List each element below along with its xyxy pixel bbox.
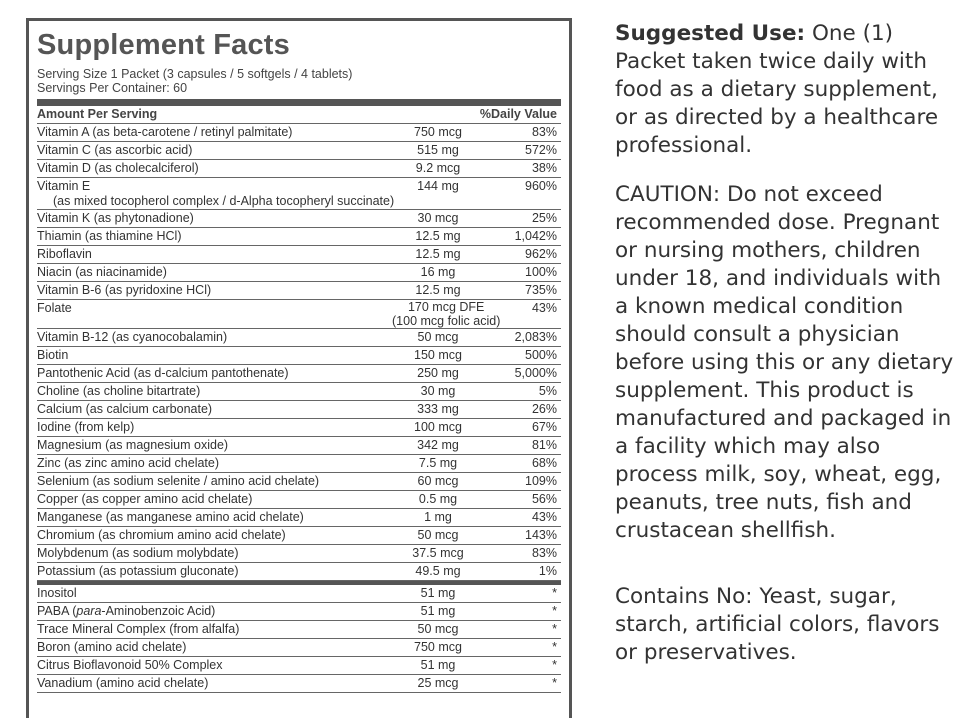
row-amount: 50 mcg — [417, 330, 459, 344]
row-name: Magnesium (as magnesium oxide) — [37, 438, 229, 452]
table-row — [37, 419, 561, 437]
row-amount-line1: 170 mcg DFE — [407, 300, 485, 314]
table-row — [37, 527, 561, 545]
table-row — [37, 545, 561, 563]
row-daily-value: 43% — [531, 301, 557, 315]
row-name: Folate — [37, 301, 72, 315]
table-row — [37, 473, 561, 491]
row-daily-value: 735% — [525, 283, 557, 297]
row-name-pre: PABA ( — [37, 604, 77, 618]
row-amount: 250 mg — [417, 366, 459, 380]
row-amount: 30 mg — [420, 384, 456, 398]
row-daily-value: 500% — [525, 348, 557, 362]
row-daily-value: * — [552, 604, 557, 618]
row-amount — [392, 300, 500, 328]
table-row — [37, 509, 561, 527]
row-name: Trace Mineral Complex (from alfalfa) — [37, 622, 240, 636]
panel-title: Supplement Facts — [37, 29, 290, 61]
table-row — [37, 491, 561, 509]
row-amount: 51 mg — [420, 586, 456, 600]
header-amount: Amount Per Serving — [37, 107, 158, 121]
row-amount: 16 mg — [420, 265, 456, 279]
row-amount: 51 mg — [420, 604, 456, 618]
row-name: Manganese (as manganese amino acid chelate) — [37, 510, 304, 524]
row-name-italic: para — [76, 604, 102, 618]
row-daily-value: 1% — [538, 564, 557, 578]
suggested-use-text: One (1) Packet taken twice daily with food as a dietary supplement, or as directed by a healthcare professional. — [615, 21, 939, 158]
nutrient-table — [37, 124, 561, 581]
row-name: Vitamin K (as phytonadione) — [37, 211, 194, 225]
row-name: Choline (as choline bitartrate) — [37, 384, 201, 398]
row-name: Selenium (as sodium selenite / amino acid chelate) — [37, 474, 320, 488]
row-amount: 50 mcg — [417, 622, 459, 636]
table-row — [37, 437, 561, 455]
table-row — [37, 365, 561, 383]
row-amount: 0.5 mg — [418, 492, 458, 506]
row-name: Pantothenic Acid (as d-calcium pantothenate) — [37, 366, 289, 380]
row-name: Chromium (as chromium amino acid chelate) — [37, 528, 286, 542]
table-header — [37, 106, 561, 124]
row-amount: 150 mcg — [414, 348, 462, 362]
row-name: Vitamin D (as cholecalciferol) — [37, 161, 199, 175]
table-row — [37, 142, 561, 160]
row-name — [37, 603, 392, 620]
row-amount: 750 mcg — [414, 640, 462, 654]
row-name: Inositol — [37, 586, 77, 600]
table-row — [37, 455, 561, 473]
row-daily-value: 68% — [531, 456, 557, 470]
row-daily-value: 56% — [531, 492, 557, 506]
row-daily-value: 25% — [531, 211, 557, 225]
caution-text: CAUTION: Do not exceed recommended dose. Pregnant or nursing mothers, children under 18, and individuals with a known medical condition should consult a physician before using this or any dietary supplement. This product is manufactured and packaged in a facility which may also process milk, soy, wheat, egg, peanuts, tree nuts, fish and crustacean shellfish. — [615, 182, 954, 543]
table-row — [37, 603, 561, 621]
table-row — [37, 675, 561, 693]
row-amount: 100 mcg — [414, 420, 462, 434]
row-daily-value: 143% — [525, 528, 557, 542]
table-row — [37, 383, 561, 401]
row-daily-value: 67% — [531, 420, 557, 434]
row-amount: 50 mcg — [417, 528, 459, 542]
row-daily-value: 962% — [525, 247, 557, 261]
row-amount: 333 mg — [417, 402, 459, 416]
row-daily-value: * — [552, 640, 557, 654]
row-daily-value: * — [552, 622, 557, 636]
table-row — [37, 246, 561, 264]
row-amount: 30 mcg — [417, 211, 459, 225]
other-ingredients-table — [37, 585, 561, 693]
row-daily-value: * — [552, 676, 557, 690]
row-daily-value: * — [552, 586, 557, 600]
row-name: Vitamin C (as ascorbic acid) — [37, 143, 193, 157]
row-amount: 1 mg — [424, 510, 452, 524]
row-name: Thiamin (as thiamine HCl) — [37, 229, 182, 243]
row-daily-value: * — [552, 658, 557, 672]
row-daily-value: 5,000% — [514, 366, 557, 380]
row-amount: 7.5 mg — [418, 456, 458, 470]
header-daily-value: %Daily Value — [479, 107, 557, 121]
row-name: Biotin — [37, 348, 69, 362]
row-daily-value: 1,042% — [514, 229, 557, 243]
row-amount: 12.5 mg — [415, 247, 461, 261]
table-row — [37, 228, 561, 246]
table-row — [37, 300, 561, 329]
suggested-use — [615, 20, 955, 160]
serving-size: Serving Size 1 Packet (3 capsules / 5 softgels / 4 tablets) — [37, 67, 353, 81]
row-amount: 12.5 mg — [415, 229, 461, 243]
row-name: Zinc (as zinc amino acid chelate) — [37, 456, 220, 470]
suggested-use-label: Suggested Use: — [615, 21, 806, 46]
right-text-column — [615, 20, 955, 667]
row-daily-value: 38% — [531, 161, 557, 175]
row-name: Calcium (as calcium carbonate) — [37, 402, 213, 416]
row-name: Vanadium (amino acid chelate) — [37, 676, 209, 690]
row-daily-value: 83% — [531, 125, 557, 139]
row-amount: 49.5 mg — [415, 564, 461, 578]
row-amount: 37.5 mcg — [412, 546, 464, 560]
row-amount: 12.5 mg — [415, 283, 461, 297]
row-name: Potassium (as potassium gluconate) — [37, 564, 239, 578]
row-name: Vitamin B-12 (as cyanocobalamin) — [37, 330, 228, 344]
supplement-facts-panel — [26, 18, 572, 718]
row-daily-value: 5% — [538, 384, 557, 398]
row-name: Vitamin B-6 (as pyridoxine HCl) — [37, 283, 212, 297]
table-row — [37, 264, 561, 282]
row-daily-value: 572% — [525, 143, 557, 157]
row-daily-value: 960% — [525, 179, 557, 193]
row-name: Boron (amino acid chelate) — [37, 640, 187, 654]
row-name: Riboflavin — [37, 247, 92, 261]
row-daily-value: 100% — [525, 265, 557, 279]
table-row — [37, 124, 561, 142]
row-daily-value: 109% — [525, 474, 557, 488]
row-name: Iodine (from kelp) — [37, 420, 135, 434]
servings-per-container: Servings Per Container: 60 — [37, 81, 188, 95]
row-name: Vitamin A (as beta-carotene / retinyl palmitate) — [37, 125, 293, 139]
table-row — [37, 160, 561, 178]
row-daily-value: 2,083% — [514, 330, 557, 344]
table-row — [37, 329, 561, 347]
table-row — [37, 347, 561, 365]
row-name-post: -Aminobenzoic Acid) — [101, 604, 216, 618]
thick-divider — [37, 99, 561, 106]
table-row — [37, 178, 561, 210]
row-name: Vitamin E — [37, 179, 91, 193]
row-amount: 25 mcg — [417, 676, 459, 690]
table-row — [37, 282, 561, 300]
row-amount: 60 mcg — [417, 474, 459, 488]
row-amount: 51 mg — [420, 658, 456, 672]
row-amount: 144 mg — [417, 179, 459, 193]
row-daily-value: 26% — [531, 402, 557, 416]
row-amount: 750 mcg — [414, 125, 462, 139]
row-amount: 342 mg — [417, 438, 459, 452]
table-row — [37, 563, 561, 581]
row-name: Citrus Bioflavonoid 50% Complex — [37, 658, 223, 672]
table-row — [37, 401, 561, 419]
row-daily-value: 81% — [531, 438, 557, 452]
table-row — [37, 585, 561, 603]
row-amount-line2: (100 mcg folic acid) — [392, 314, 501, 328]
table-row — [37, 210, 561, 228]
row-name: Molybdenum (as sodium molybdate) — [37, 546, 239, 560]
table-row — [37, 621, 561, 639]
row-daily-value: 43% — [531, 510, 557, 524]
table-row — [37, 639, 561, 657]
contains-no-text: Contains No: Yeast, sugar, starch, artificial colors, flavors or preservatives. — [615, 584, 940, 665]
table-row — [37, 657, 561, 675]
row-amount: 9.2 mcg — [415, 161, 461, 175]
row-name: Copper (as copper amino acid chelate) — [37, 492, 253, 506]
row-name: Niacin (as niacinamide) — [37, 265, 167, 279]
row-amount: 515 mg — [417, 143, 459, 157]
row-subline: (as mixed tocopherol complex / d-Alpha tocopheryl succinate) — [53, 194, 395, 208]
row-daily-value: 83% — [531, 546, 557, 560]
